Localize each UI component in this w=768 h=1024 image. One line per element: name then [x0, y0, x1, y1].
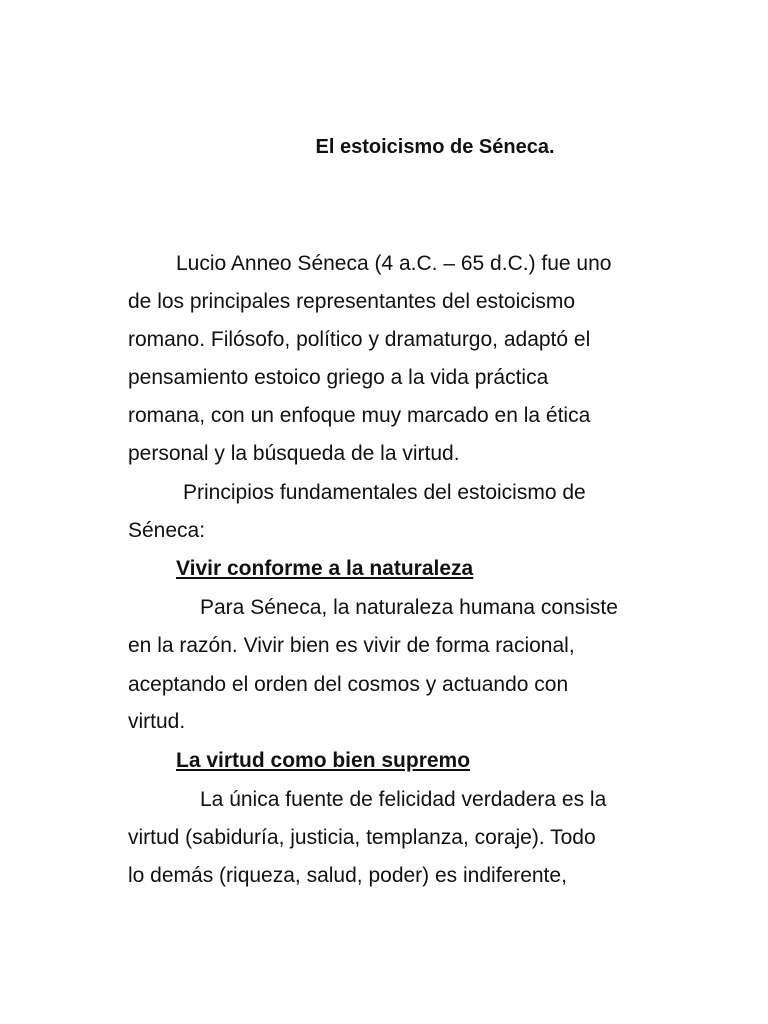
section-line: virtud. — [128, 710, 186, 733]
section-line: lo demás (riqueza, salud, poder) es indiferente, — [128, 864, 567, 887]
section-line: virtud (sabiduría, justicia, templanza, coraje). Todo — [128, 826, 596, 849]
section-line: aceptando el orden del cosmos y actuando con — [128, 673, 569, 696]
intro-line: de los principales representantes del estoicismo — [128, 290, 576, 313]
principles-line: Principios fundamentales del estoicismo de — [183, 481, 586, 504]
section-heading-virtud: La virtud como bien supremo — [176, 749, 471, 772]
document-title: El estoicismo de Séneca. — [315, 136, 555, 158]
section-line: La única fuente de felicidad verdadera es la — [200, 788, 607, 811]
section-line: en la razón. Vivir bien es vivir de forma racional, — [128, 634, 575, 657]
intro-line: romana, con un enfoque muy marcado en la ética — [128, 404, 591, 427]
principles-line: Séneca: — [128, 519, 206, 542]
intro-line: romano. Filósofo, político y dramaturgo, adaptó el — [128, 328, 591, 351]
intro-line: Lucio Anneo Séneca (4 a.C. – 65 d.C.) fue uno — [176, 252, 612, 275]
intro-line: pensamiento estoico griego a la vida práctica — [128, 366, 549, 389]
section-heading-naturaleza: Vivir conforme a la naturaleza — [176, 557, 474, 580]
intro-line: personal y la búsqueda de la virtud. — [128, 442, 460, 465]
section-line: Para Séneca, la naturaleza humana consiste — [200, 596, 618, 619]
